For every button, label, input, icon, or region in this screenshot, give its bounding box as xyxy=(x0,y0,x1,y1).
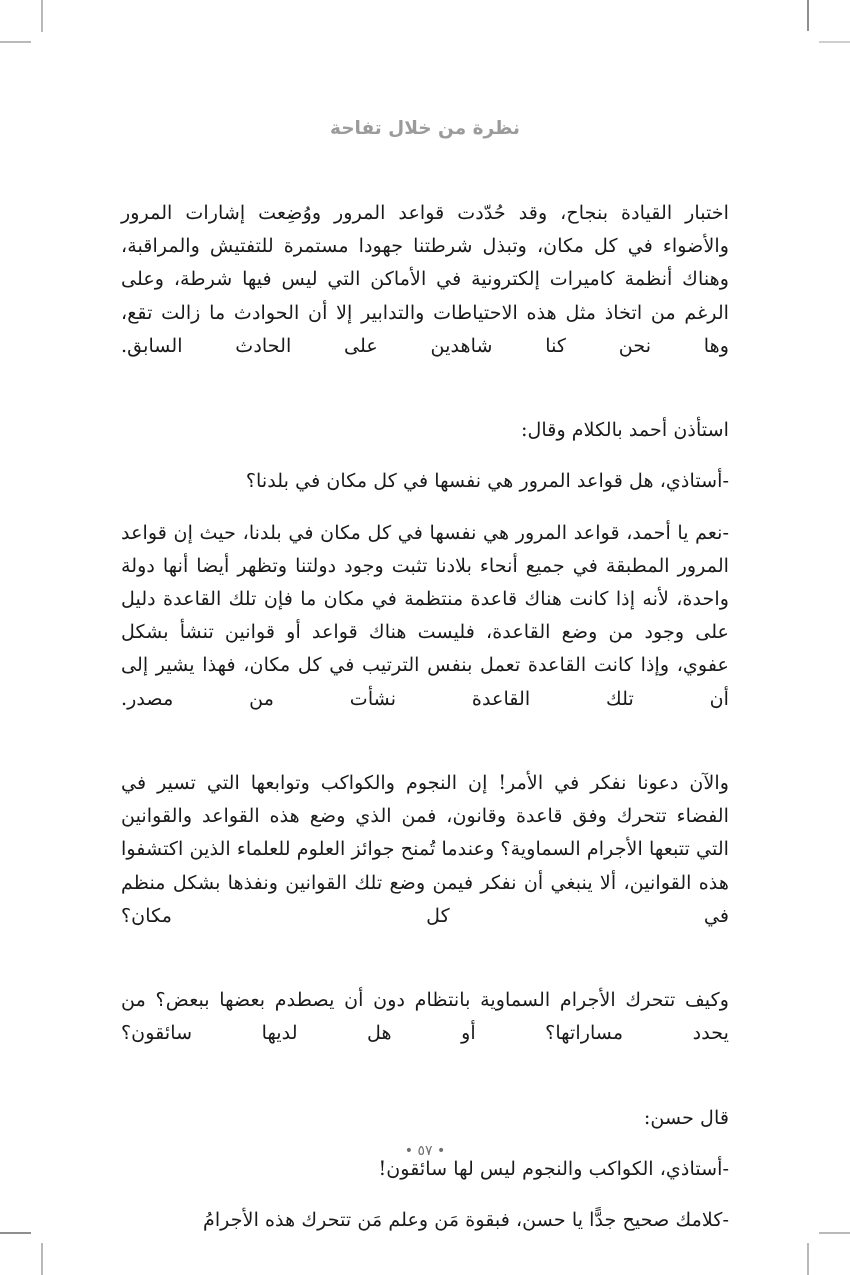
crop-mark-top-right-horizontal xyxy=(819,41,850,43)
paragraph: -أستاذي، هل قواعد المرور هي نفسها في كل مكان في بلدنا؟ xyxy=(245,469,729,493)
crop-mark-bottom-left-vertical xyxy=(41,1243,43,1275)
paragraph: -كلامك صحيح جدًّا يا حسن، فبقوة مَن وعلم مَن تتحرك هذه الأجرامُ xyxy=(202,1208,729,1232)
crop-mark-bottom-right-vertical xyxy=(807,1243,809,1275)
crop-mark-top-left-vertical xyxy=(41,0,43,32)
page-number-folio: • ٥٧ • xyxy=(404,1143,446,1159)
crop-mark-bottom-right-horizontal xyxy=(819,1232,850,1234)
paragraph: وكيف تتحرك الأجرام السماوية بانتظام دون أن يصطدم بعضها ببعض؟ من يحدد مساراتها؟ أو هل لديها سائقون؟ xyxy=(121,988,729,1045)
running-head: نظرة من خلال تفاحة xyxy=(329,118,520,139)
crop-mark-bottom-left-horizontal xyxy=(0,1232,31,1234)
paragraph: -نعم يا أحمد، قواعد المرور هي نفسها في كل مكان في بلدنا، حيث إن قواعد المرور المطبقة في جميع أنحاء بلادنا تثبت وجود دولتنا وتظهر أيضا أنها دولة واحدة، لأنه إذا كانت هناك قاعدة منتظمة في مكان ما فإن تلك القاعدة دليل على وجود من وضع القاعدة، فليست هناك قواعد أو قوانين تنشأ بشكل عفوي، وإذا كانت القاعدة تعمل بنفس الترتيب في كل مكان، فهذا يشير إلى أن تلك القاعدة نشأت من مصدر. xyxy=(121,520,729,710)
body-text xyxy=(121,196,729,1236)
paragraph: والآن دعونا نفكر في الأمر! إن النجوم والكواكب وتوابعها التي تسير في الفضاء تتحرك وفق قاعدة وقانون، فمن الذي وضع هذه القواعد والقوانين التي تتبعها الأجرام السماوية؟ وعندما تُمنح جوائز العلوم للعلماء الذين اكتشفوا هذه القوانين، ألا ينبغي أن نفكر فيمن وضع تلك القوانين ونفذها بشكل منظم في كل مكان؟ xyxy=(121,771,729,927)
paragraph: -أستاذي، الكواكب والنجوم ليس لها سائقون! xyxy=(378,1157,729,1181)
crop-mark-top-right-vertical xyxy=(807,0,809,31)
paragraph: قال حسن: xyxy=(643,1105,729,1129)
paragraph: استأذن أحمد بالكلام وقال: xyxy=(521,418,729,442)
paragraph: اختبار القيادة بنجاح، وقد حُدّدت قواعد المرور ووُضِعت إشارات المرور والأضواء في كل مكان، وتبذل شرطتنا جهودا مستمرة للتفتيش والمراقبة، وهناك أنظمة كاميرات إلكترونية في الأماكن التي ليس فيها شرطة، وعلى الرغم من اتخاذ مثل هذه الاحتياطات والتدابير إلا أن الحوادث ما زالت تقع، وها نحن كنا شاهدين على الحادث السابق. xyxy=(121,201,729,357)
crop-mark-top-left-horizontal xyxy=(0,41,31,43)
